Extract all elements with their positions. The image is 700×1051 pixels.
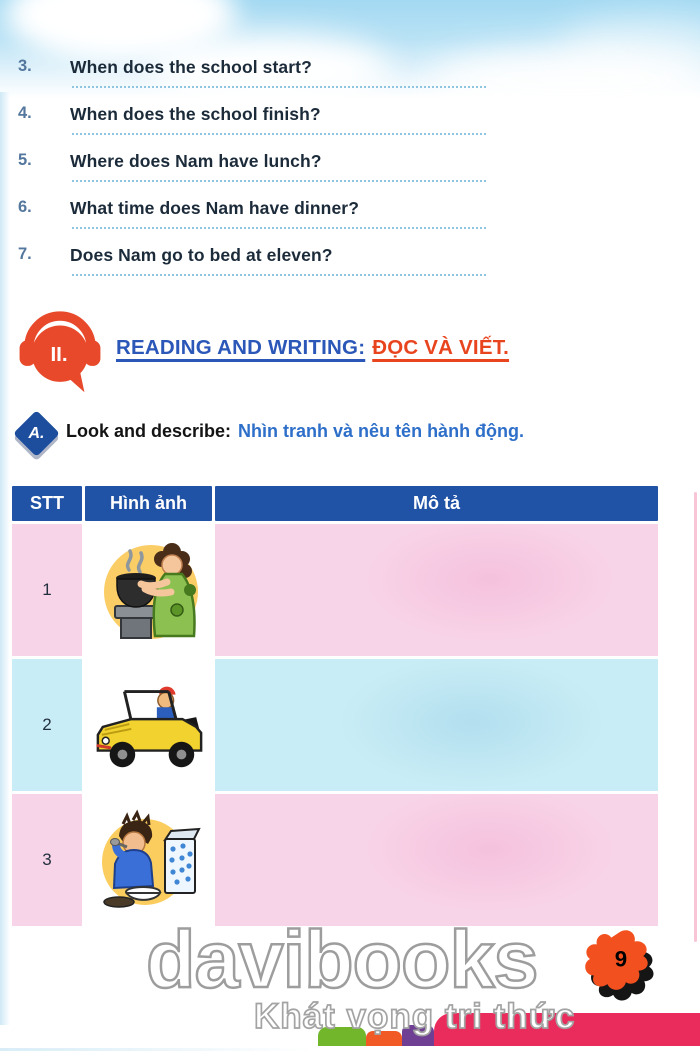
question-text: When does the school finish? <box>70 104 321 124</box>
table-row <box>12 659 658 791</box>
table-header-row <box>12 486 658 521</box>
table-row <box>12 524 658 656</box>
description-cell <box>215 659 658 791</box>
answer-dotted-line <box>72 133 486 135</box>
row-image-cell <box>85 524 212 656</box>
column-header-stt: STT <box>12 486 82 521</box>
question-number: 6. <box>18 198 32 216</box>
task-a-badge-label: A. <box>28 424 45 442</box>
section-number-label: II. <box>50 343 68 367</box>
question-text: Does Nam go to bed at eleven? <box>70 245 333 265</box>
slogan-watermark: Khát vọng tri thức <box>254 997 576 1036</box>
question-item <box>0 104 700 151</box>
row-number: 3 <box>42 850 52 869</box>
task-instruction-english: Look and describe: <box>66 421 232 441</box>
question-item <box>0 151 700 198</box>
table-row <box>12 794 658 926</box>
question-item <box>0 57 700 104</box>
answer-dotted-line <box>72 274 486 276</box>
question-item <box>0 198 700 245</box>
describe-table <box>12 486 658 926</box>
answer-dotted-line <box>72 227 486 229</box>
answer-dotted-line <box>72 86 486 88</box>
row-number-cell <box>12 524 82 656</box>
row-number: 2 <box>42 715 52 734</box>
row-number-cell <box>12 794 82 926</box>
question-number: 4. <box>18 104 32 122</box>
page-number-splat <box>576 928 666 1020</box>
question-text: What time does Nam have dinner? <box>70 198 359 218</box>
row-image-cell <box>85 794 212 926</box>
headphones-speech-bubble-icon <box>13 302 107 396</box>
woman-cooking-illustration <box>93 532 205 648</box>
question-number: 3. <box>18 57 32 75</box>
page-number: 9 <box>614 946 628 972</box>
davibooks-watermark: davibooks <box>146 915 538 1005</box>
description-cell <box>215 794 658 926</box>
question-list <box>0 57 700 292</box>
question-item <box>0 245 700 292</box>
boy-eating-breakfast-illustration <box>93 804 205 916</box>
question-text: When does the school start? <box>70 57 312 77</box>
column-header-image: Hình ảnh <box>85 486 212 521</box>
question-number: 7. <box>18 245 32 263</box>
question-text: Where does Nam have lunch? <box>70 151 322 171</box>
man-driving-yellow-car-illustration <box>90 671 208 779</box>
row-number: 1 <box>42 580 52 599</box>
section-title <box>116 336 509 360</box>
answer-dotted-line <box>72 180 486 182</box>
question-number: 5. <box>18 151 32 169</box>
section-title-english: READING AND WRITING: <box>116 336 366 359</box>
description-cell <box>215 524 658 656</box>
row-number-cell <box>12 659 82 791</box>
task-instruction-vietnamese: Nhìn tranh và nêu tên hành động. <box>238 421 525 441</box>
page-right-edge <box>694 492 697 942</box>
row-image-cell <box>85 659 212 791</box>
task-a-badge <box>13 410 60 457</box>
section-title-vietnamese: ĐỌC VÀ VIẾT. <box>372 336 510 359</box>
column-header-description: Mô tả <box>215 486 658 521</box>
task-instruction <box>66 421 524 442</box>
